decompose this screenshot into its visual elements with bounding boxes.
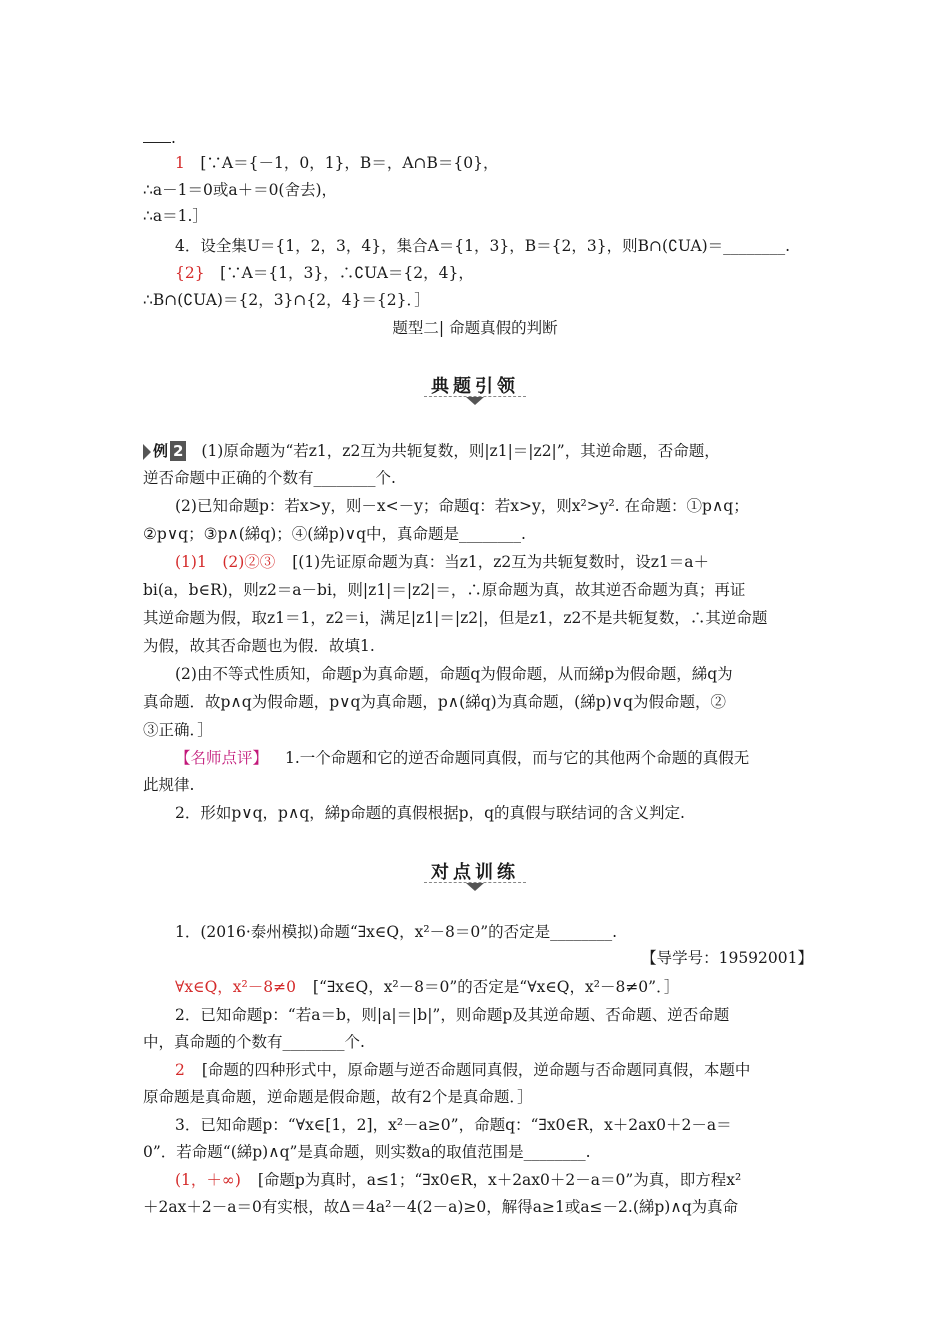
text-line: 为假，故其否命题也为假．故填1. <box>143 637 375 655</box>
text-line: 其逆命题为假，取z1＝1，z2＝i，满足|z1|＝|z2|，但是z1，z2不是共轭复数，∴其逆命题 <box>143 609 768 627</box>
text: [(1)先证原命题为真：当z1，z2互为共轭复数时，设z1＝a＋ <box>292 553 710 571</box>
text-line: (2)已知命题p：若x>y，则－x<－y；命题q：若x>y，则x²>y². 在命题：①p∧q； <box>175 497 749 515</box>
train-question-2: 2．已知命题p：“若a＝b，则|a|＝|b|”，则命题p及其逆命题、否命题、逆否命题 <box>175 1006 730 1024</box>
heading-duidian-xunlian <box>0 858 950 884</box>
answer-line <box>175 1060 845 1080</box>
answer-key: ∀x∈Q，x²－8≠0 <box>175 978 296 996</box>
heading-text: 对点训练 <box>431 862 519 883</box>
answer-line <box>175 977 845 997</box>
text-line: ∴B∩(∁UA)＝{2，3}∩{2，4}＝{2}．］ <box>143 291 430 309</box>
text-line: 此规律. <box>143 776 195 794</box>
text-line: ＋2ax＋2－a＝0有实根，故Δ＝4a²－4(2－a)≥0，解得a≥1或a≤－2.(綈p)∧q为真命 <box>143 1198 739 1216</box>
text-line: 真命题．故p∧q为假命题，p∨q为真命题，p∧(綈q)为真命题，(綈p)∨q为假命题，② <box>143 693 726 711</box>
text: (1)原命题为“若z1，z2互为共轭复数，则|z1|＝|z2|”，其逆命题，否命题， <box>201 442 720 460</box>
line-text-visible: [∵A＝{－1，0，1}，B＝，A∩B＝{0}， <box>184 154 499 172</box>
triangle-down-icon <box>466 883 484 891</box>
text-line: ∴a－1＝0或a＋＝0(舍去)， <box>143 181 338 199</box>
arrow-right-icon <box>143 444 151 460</box>
triangle-down-icon <box>466 397 484 405</box>
example-number: 2 <box>170 441 186 461</box>
text-line: 中，真命题的个数有________个. <box>143 1033 365 1051</box>
example-line <box>143 441 813 461</box>
question-4: 4．设全集U＝{1，2，3，4}，集合A＝{1，3}，B＝{2，3}，则B∩(∁UA)＝________. <box>175 237 791 255</box>
text: [命题p为真时，a≤1；“∃x0∈R，x＋2ax0＋2－a＝0”为真，即方程x² <box>257 1171 742 1189</box>
guide-number: 【导学号：19592001】 <box>641 949 813 967</box>
answer-key: {2} <box>175 264 205 282</box>
text-line: bi(a，b∈R)，则z2＝a－bi，则|z1|＝|z2|＝，∴原命题为真，故其逆否命题为真；再证 <box>143 581 746 599</box>
text-line: ∴a＝1.］ <box>143 207 208 225</box>
answer-key: (1)1 (2)②③ <box>175 553 276 571</box>
train-question-1: 1．(2016·泰州模拟)命题“∃x∈Q，x²－8＝0”的否定是________. <box>175 923 618 941</box>
text-line: ②p∨q；③p∧(綈q)；④(綈p)∨q中，真命题是________. <box>143 525 526 543</box>
text-line: 逆否命题中正确的个数有________个. <box>143 469 396 487</box>
heading-dianti-yinling <box>0 372 950 398</box>
text-line: 2．形如p∨q，p∧q，綈p命题的真假根据p，q的真假与联结词的含义判定. <box>175 804 685 822</box>
text-line: ③正确．］ <box>143 721 213 739</box>
heading-text: 典题引领 <box>431 376 519 397</box>
answer-line: 1 [∵A＝{－1，0，1}，B＝，A∩B＝{0}， <box>175 154 499 172</box>
answer-line <box>175 1170 845 1190</box>
teacher-comment <box>175 748 845 768</box>
line-text <box>175 264 474 282</box>
answer-key: 2 <box>175 1061 185 1079</box>
text: 1.一个命题和它的逆否命题同真假，而与它的其他两个命题的真假无 <box>284 749 750 767</box>
text: [“∃x∈Q，x²－8＝0”的否定是“∀x∈Q，x²－8≠0”．］ <box>312 978 680 996</box>
comment-label: 【名师点评】 <box>175 749 269 767</box>
text: [命题的四种形式中，原命题与逆否命题同真假，逆命题与否命题同真假，本题中 <box>201 1061 751 1079</box>
example-label: 例 <box>153 442 169 460</box>
answer-line <box>175 263 845 283</box>
text-line: 0”．若命题“(綈p)∧q”是真命题，则实数a的取值范围是________. <box>143 1143 591 1161</box>
section-title: 题型二| 命题真假的判断 <box>392 319 558 337</box>
example-badge <box>143 441 186 461</box>
train-question-3: 3．已知命题p：“∀x∈[1，2]，x²－a≥0”，命题q：“∃x0∈R，x＋2ax0＋2－a＝ <box>175 1116 732 1134</box>
text-line: (2)由不等式性质知，命题p为真命题，命题q为假命题，从而綈p为假命题，綈q为 <box>175 665 733 683</box>
answer-line <box>175 552 845 572</box>
answer-key: (1，＋∞) <box>175 1171 241 1189</box>
answer-blank-continued: . <box>143 128 813 148</box>
text: [∵A＝{1，3}，∴∁UA＝{2，4}， <box>204 264 474 282</box>
text-line: 原命题是真命题，逆命题是假命题，故有2个是真命题．］ <box>143 1088 533 1106</box>
